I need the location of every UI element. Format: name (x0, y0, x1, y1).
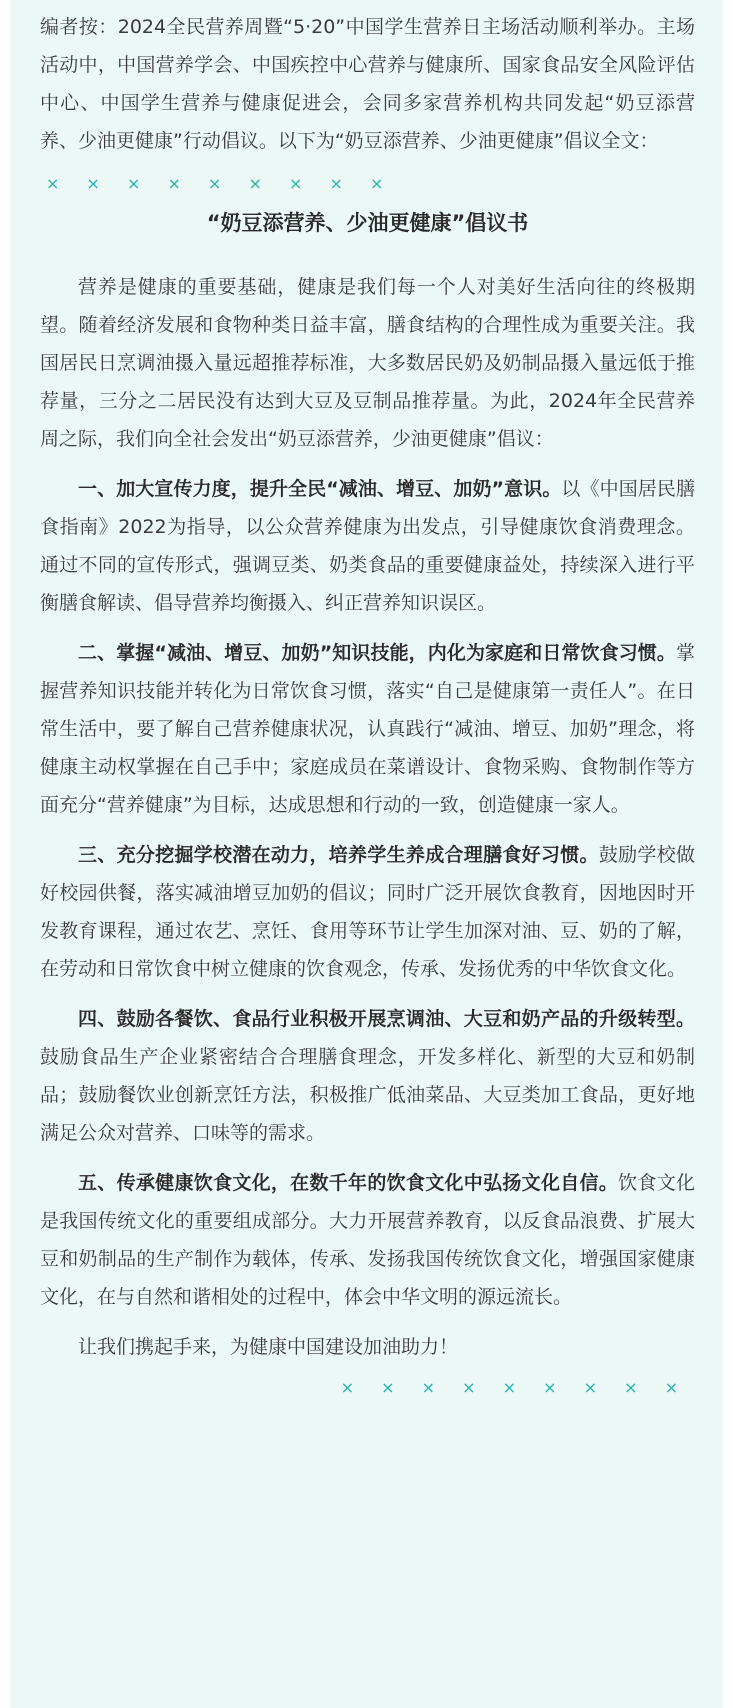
opening-paragraph: 营养是健康的重要基础，健康是我们每一个人对美好生活向往的终极期望。随着经济发展和食物种类日益丰富，膳食结构的合理性成为重要关注。我国居民日烹调油摄入量远超推荐标准，大多数居民奶及奶制品摄入量远低于推荐量，三分之二居民没有达到大豆及豆制品推荐量。为此，2024年全民营养周之际，我们向全社会发出“奶豆添营养，少油更健康”倡议： (40, 276, 695, 450)
proposal-item-4-heading: 四、鼓励各餐饮、食品行业积极开展烹调油、大豆和奶产品的升级转型。 (78, 1008, 695, 1030)
proposal-item-3 (40, 836, 695, 988)
proposal-item-2 (40, 634, 695, 824)
proposal-item-4-text: 鼓励食品生产企业紧密结合合理膳食理念，开发多样化、新型的大豆和奶制品；鼓励餐饮业创新烹饪方法，积极推广低油菜品、大豆类加工食品，更好地满足公众对营养、口味等的需求。 (40, 1046, 695, 1144)
proposal-item-3-text: 鼓励学校做好校园供餐，落实减油增豆加奶的倡议；同时广泛开展饮食教育，因地因时开发教育课程，通过农艺、烹饪、食用等环节让学生加深对油、豆、奶的了解，在劳动和日常饮食中树立健康的饮食观念，传承、发扬优秀的中华饮食文化。 (40, 844, 695, 980)
proposal-item-5 (40, 1164, 695, 1316)
editor-note: 编者按：2024全民营养周暨“5·20”中国学生营养日主场活动顺利举办。主场活动中，中国营养学会、中国疾控中心营养与健康所、国家食品安全风险评估中心、中国学生营养与健康促进会，会同多家营养机构共同发起“奶豆添营养、少油更健康”行动倡议。以下为“奶豆添营养、少油更健康”倡议全文： (40, 16, 695, 152)
decorative-cross-divider-bottom: × × × × × × × × × (340, 1378, 689, 1397)
proposal-item-4 (40, 1000, 695, 1152)
article-page (10, 0, 723, 1708)
proposal-item-2-text: 掌握营养知识技能并转化为日常饮食习惯，落实“自己是健康第一责任人”。在日常生活中，要了解自己营养健康状况，认真践行“减油、增豆、加奶”理念，将健康主动权掌握在自己手中；家庭成员在菜谱设计、食物采购、食物制作等方面充分“营养健康”为目标，达成思想和行动的一致，创造健康一家人。 (40, 642, 695, 816)
proposal-item-5-heading: 五、传承健康饮食文化，在数千年的饮食文化中弘扬文化自信。 (78, 1172, 619, 1194)
proposal-item-1-heading: 一、加大宣传力度，提升全民“减油、增豆、加奶”意识。 (78, 478, 562, 500)
article-content (40, 8, 695, 1402)
closing-paragraph: 让我们携起手来，为健康中国建设加油助力！ (78, 1336, 459, 1358)
proposal-item-1 (40, 470, 695, 622)
proposal-item-1-text: 以《中国居民膳食指南》2022为指导，以公众营养健康为出发点，引导健康饮食消费理念。通过不同的宣传形式，强调豆类、奶类食品的重要健康益处，持续深入进行平衡膳食解读、倡导营养均衡摄入、纠正营养知识误区。 (40, 478, 695, 614)
proposal-title: “奶豆添营养、少油更健康”倡议书 (206, 211, 529, 235)
proposal-item-3-heading: 三、充分挖掘学校潜在动力，培养学生养成合理膳食好习惯。 (78, 844, 599, 866)
proposal-item-2-heading: 二、掌握“减油、增豆、加奶”知识技能，内化为家庭和日常饮食习惯。 (78, 642, 676, 664)
decorative-cross-divider-top: × × × × × × × × × (46, 174, 395, 193)
proposal-item-5-text: 饮食文化是我国传统文化的重要组成部分。大力开展营养教育，以反食品浪费、扩展大豆和奶制品的生产制作为载体，传承、发扬我国传统饮食文化，增强国家健康文化，在与自然和谐相处的过程中，体会中华文明的源远流长。 (40, 1172, 695, 1308)
